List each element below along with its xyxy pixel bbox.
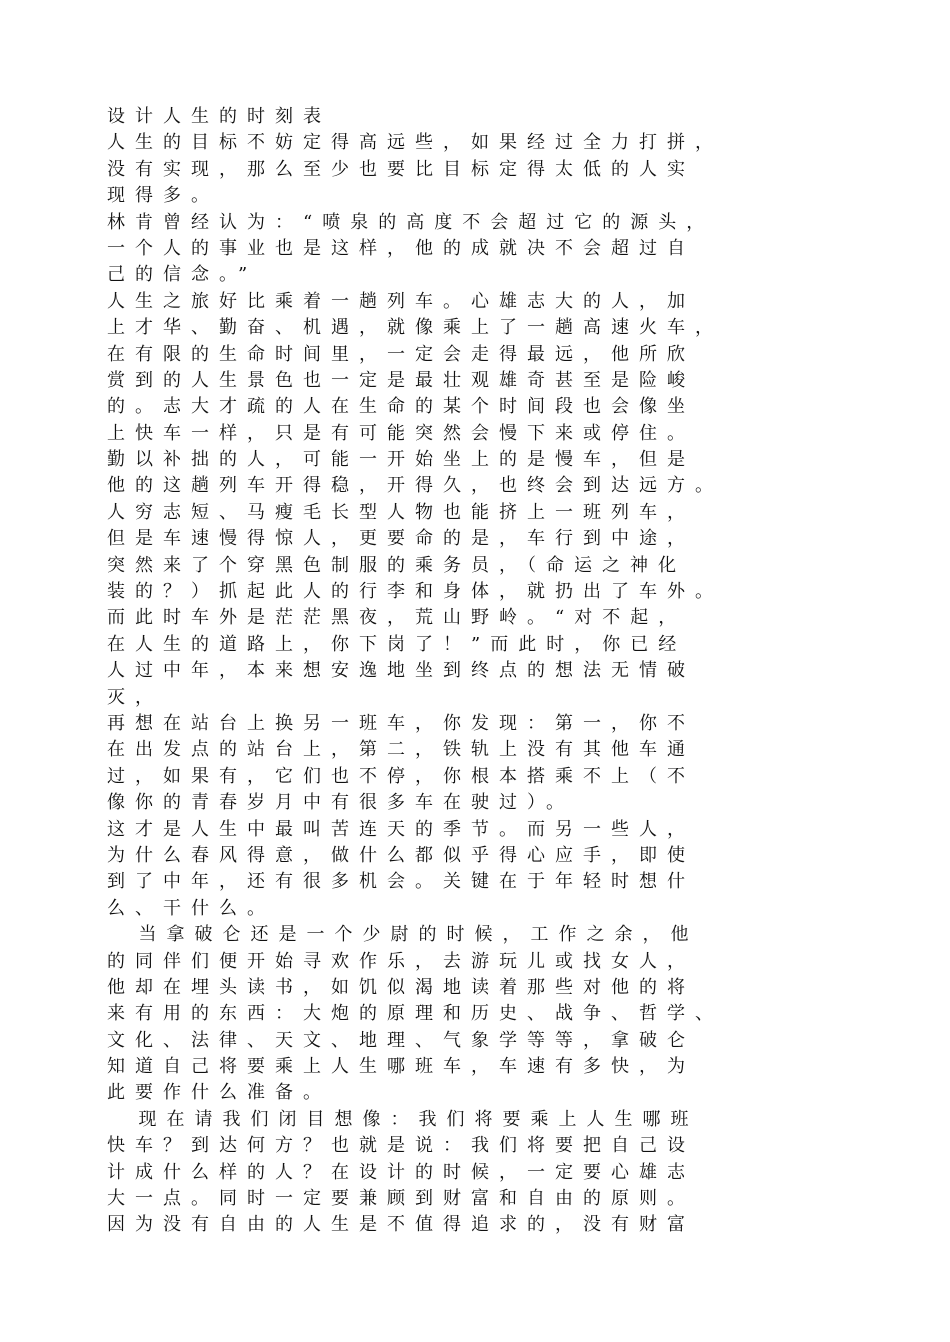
text-line: 再想在站台上换另一班车，你发现：第一，你不 — [107, 712, 695, 734]
text-line: 当拿破仑还是一个少尉的时候，工作之余，他 — [107, 924, 699, 946]
text-line: 大一点。同时一定要兼顾到财富和自由的原则。 — [107, 1188, 695, 1210]
text-line: 他的这趟列车开得稳，开得久，也终会到达远方。 — [107, 475, 723, 497]
text-line: 灭， — [107, 686, 163, 708]
text-line: 知道自己将要乘上人生哪班车，车速有多快，为 — [107, 1056, 695, 1078]
text-line: 快车？到达何方？也就是说：我们将要把自己设 — [107, 1135, 695, 1157]
text-line: 没有实现，那么至少也要比目标定得太低的人实 — [107, 158, 695, 180]
text-line: 在出发点的站台上，第二，铁轨上没有其他车通 — [107, 739, 695, 761]
text-line: 过，如果有，它们也不停，你根本搭乘不上（不 — [107, 765, 695, 787]
text-line: 上才华、勤奋、机遇，就像乘上了一趟高速火车， — [107, 317, 723, 339]
text-line: 而此时车外是茫茫黑夜，荒山野岭。“对不起， — [107, 607, 687, 629]
document-body — [107, 104, 887, 1239]
text-line: 己的信念。” — [107, 264, 258, 286]
text-line: 么、干什么。 — [107, 897, 275, 919]
text-line: 的。志大才疏的人在生命的某个时间段也会像坐 — [107, 396, 695, 418]
text-line: 在人生的道路上，你下岗了！”而此时，你已经 — [107, 633, 687, 655]
text-line: 人过中年，本来想安逸地坐到终点的想法无情破 — [107, 660, 695, 682]
text-line: 他却在埋头读书，如饥似渴地读着那些对他的将 — [107, 976, 695, 998]
text-line: 这才是人生中最叫苦连天的季节。而另一些人， — [107, 818, 695, 840]
text-line: 人生的目标不妨定得高远些，如果经过全力打拼， — [107, 132, 723, 154]
text-line: 人穷志短、马瘦毛长型人物也能挤上一班列车， — [107, 501, 695, 523]
text-line: 赏到的人生景色也一定是最壮观雄奇甚至是险峻 — [107, 369, 695, 391]
text-line: 像你的青春岁月中有很多车在驶过）。 — [107, 792, 574, 814]
text-line: 到了中年，还有很多机会。关键在于年轻时想什 — [107, 871, 695, 893]
text-line: 现得多。 — [107, 185, 219, 207]
text-line: 人生之旅好比乘着一趟列车。心雄志大的人，加 — [107, 290, 695, 312]
text-line: 为什么春风得意，做什么都似乎得心应手，即使 — [107, 844, 695, 866]
document-title: 设计人生的时刻表 — [107, 106, 331, 127]
text-line: 来有用的东西：大炮的原理和历史、战争、哲学、 — [107, 1003, 723, 1025]
text-line: 突然来了个穿黑色制服的乘务员，（命运之神化 — [107, 554, 686, 576]
text-line: 计成什么样的人？在设计的时候，一定要心雄志 — [107, 1161, 695, 1183]
text-line: 勤以补拙的人，可能一开始坐上的是慢车，但是 — [107, 449, 695, 471]
text-line: 文化、法律、天文、地理、气象学等等，拿破仑 — [107, 1029, 695, 1051]
text-line: 在有限的生命时间里，一定会走得最远，他所欣 — [107, 343, 695, 365]
text-line: 的同伴们便开始寻欢作乐，去游玩儿或找女人， — [107, 950, 695, 972]
text-line: 因为没有自由的人生是不值得追求的，没有财富 — [107, 1214, 695, 1236]
text-line: 此要作什么准备。 — [107, 1082, 331, 1104]
text-line: 一个人的事业也是这样，他的成就决不会超过自 — [107, 237, 695, 259]
text-line: 现在请我们闭目想像：我们将要乘上人生哪班 — [107, 1108, 699, 1130]
text-line: 装的？）抓起此人的行李和身体，就扔出了车外。 — [107, 581, 723, 603]
text-line: 林肯曾经认为：“喷泉的高度不会超过它的源头， — [107, 211, 715, 233]
text-line: 但是车速慢得惊人，更要命的是，车行到中途， — [107, 528, 695, 550]
text-line: 上快车一样，只是有可能突然会慢下来或停住。 — [107, 422, 695, 444]
